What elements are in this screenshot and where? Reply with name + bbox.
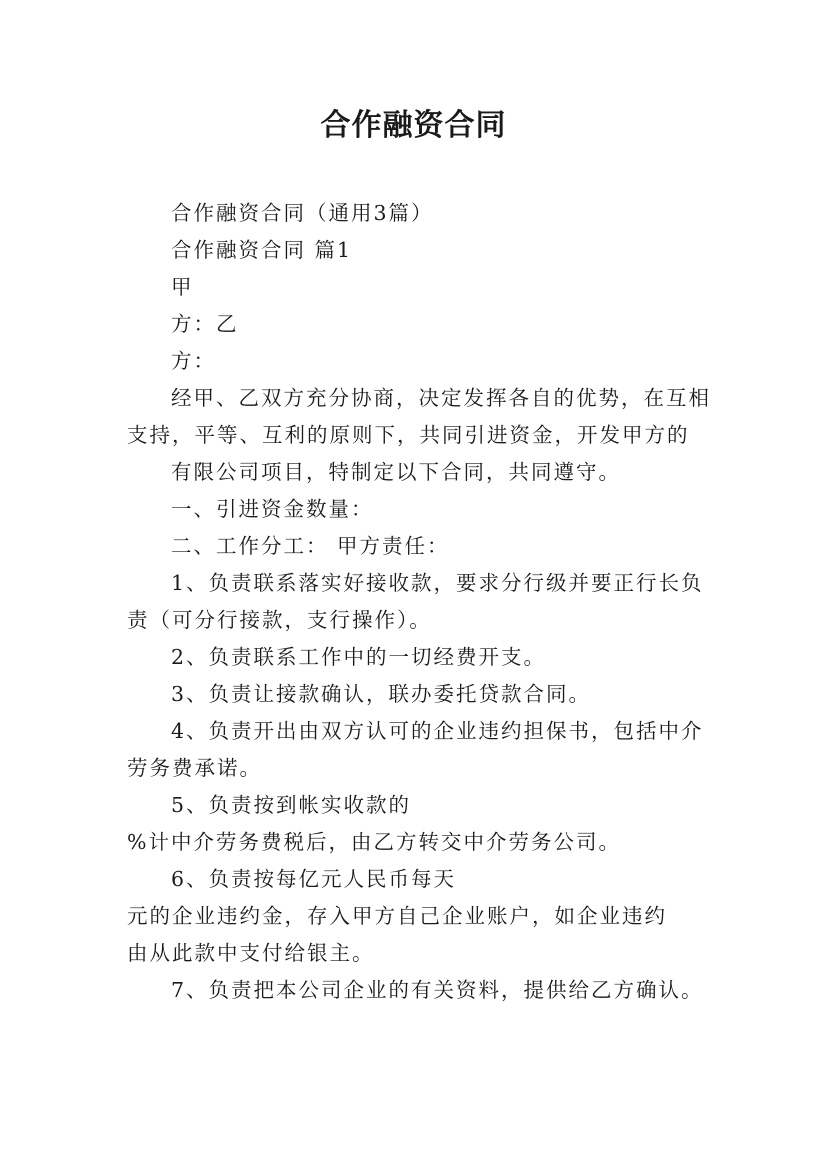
paragraph-line: 支持，平等、互利的原则下，共同引进资金，开发甲方的 [127, 423, 690, 447]
list-item-line: 1、负责联系落实好接收款，要求分行级并要正行长负 [171, 571, 704, 595]
list-item-line: 2、负责联系工作中的一切经费开支。 [171, 645, 547, 669]
party-line: 方： [171, 349, 216, 373]
list-item-line: 4、负责开出由双方认可的企业违约担保书，包括中介 [171, 719, 704, 743]
section-heading: 合作融资合同 篇1 [171, 238, 353, 262]
list-item-line: 3、负责让接款确认，联办委托贷款合同。 [171, 682, 592, 706]
list-item-line: 6、负责按每亿元人民币每天 [171, 867, 457, 891]
document-body [127, 195, 711, 1009]
paragraph-line: 经甲、乙双方充分协商，决定发挥各自的优势，在互相 [171, 386, 711, 410]
party-a-label: 甲 [171, 275, 194, 299]
paragraph-line: 有限公司项目，特制定以下合同，共同遵守。 [171, 460, 621, 484]
list-item-line: %计中介劳务费税后，由乙方转交中介劳务公司。 [127, 830, 621, 854]
list-item-line: 责（可分行接款，支行操作）。 [127, 608, 432, 632]
party-b-label: 方：乙 [171, 312, 239, 336]
list-item-line: 由从此款中支付给银主。 [127, 941, 375, 965]
clause-heading: 二、工作分工： 甲方责任： [171, 534, 450, 558]
list-item-line: 元的企业违约金，存入甲方自己企业账户，如企业违约 [127, 904, 667, 928]
clause-heading: 一、引进资金数量： [171, 497, 374, 521]
list-item-line: 7、负责把本公司企业的有关资料，提供给乙方确认。 [171, 978, 704, 1002]
subtitle-line: 合作融资合同（通用3篇） [171, 201, 434, 225]
document-title: 合作融资合同 [320, 108, 507, 143]
list-item-line: 5、负责按到帐实收款的 [171, 793, 412, 817]
list-item-line: 劳务费承诺。 [127, 756, 262, 780]
